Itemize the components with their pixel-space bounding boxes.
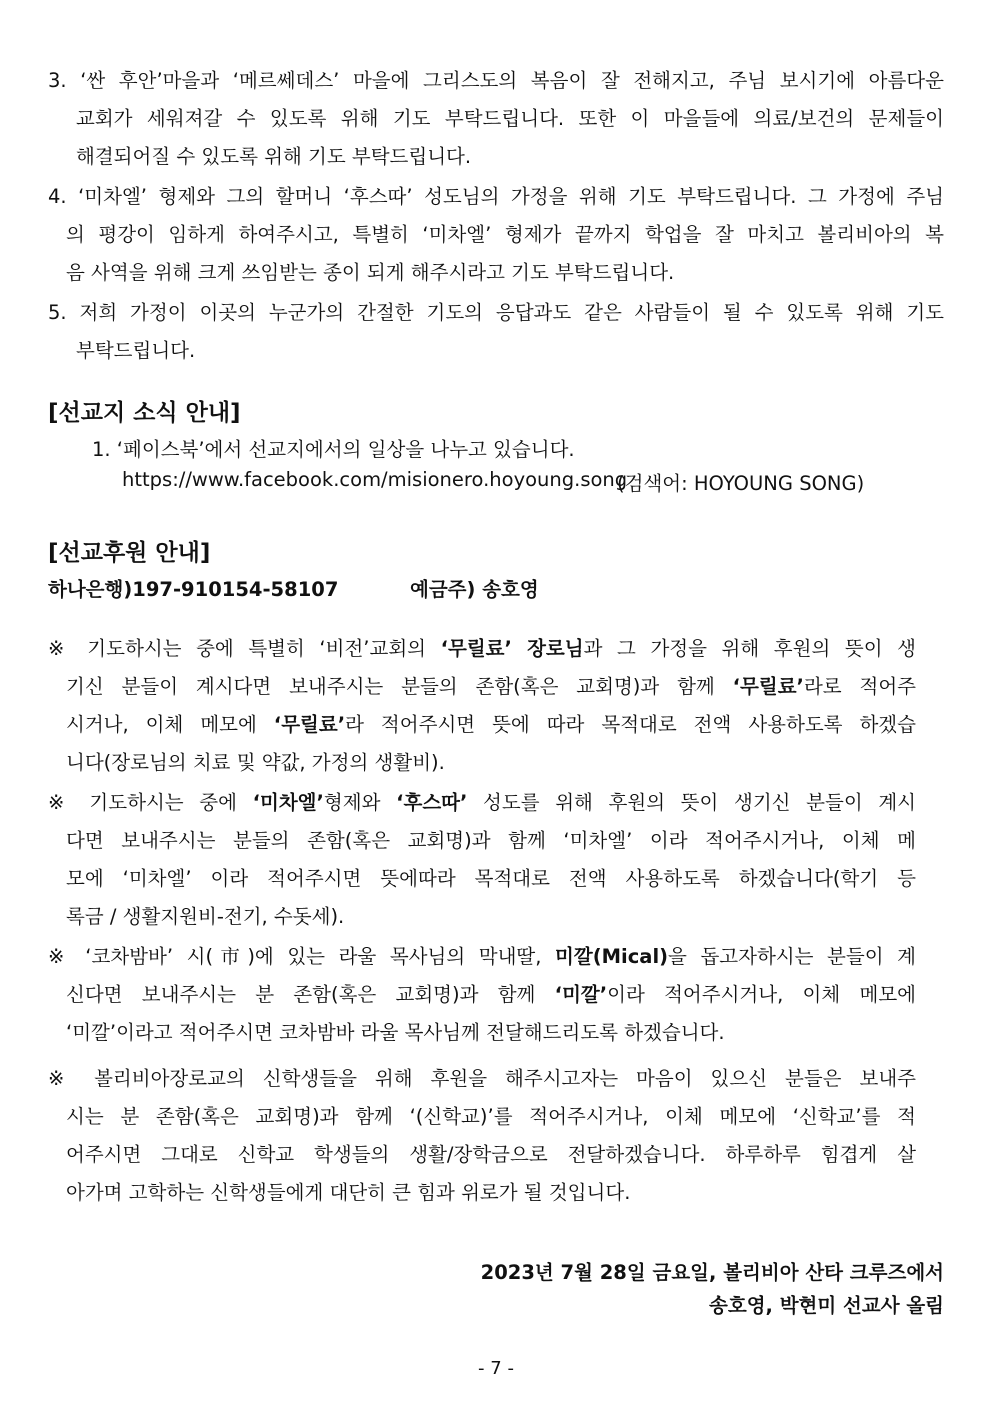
notice-4-line-2: 시는 분 존함(혹은 교회명)과 함께 ‘(신학교)’를 적어주시거나, 이체 메모에 ‘신학교’를 적 xyxy=(66,1105,916,1128)
notice-2-line-2: 다면 보내주시는 분들의 존함(혹은 교회명)과 함께 ‘미차엘’ 이라 적어주시거나, 이체 메 xyxy=(66,829,916,852)
justa-name: ‘후스따’ xyxy=(396,791,468,814)
signature-names: 송호영, 박현미 선교사 올림 xyxy=(709,1294,944,1317)
prayer-item-3-line-3: 해결되어질 수 있도록 위해 기도 부탁드립니다. xyxy=(76,145,472,168)
facebook-url-link[interactable]: https://www.facebook.com/misionero.hoyoung.song xyxy=(122,468,628,491)
support-notice-2 xyxy=(48,784,916,936)
support-notice-4 xyxy=(48,1060,916,1212)
notice-1-line-4: 니다(장로님의 치료 및 약값, 가정의 생활비). xyxy=(66,751,445,774)
prayer-item-5-line-2: 부탁드립니다. xyxy=(76,339,196,362)
notice-1-line-2: 기신 분들이 계시다면 보내주시는 분들의 존함(혹은 교회명)과 함께 ‘무릴료’라로 적어주 xyxy=(66,675,916,698)
notice-3-line-2: 신다면 보내주시는 분 존함(혹은 교회명)과 함께 ‘미깔’이라 적어주시거나, 이체 메모에 xyxy=(66,983,916,1006)
notice-4-line-1: ※ 볼리비아장로교의 신학생들을 위해 후원을 해주시고자는 마음이 있으신 분들은 보내주 xyxy=(48,1067,916,1090)
search-keyword: (검색어: HOYOUNG SONG) xyxy=(617,472,865,495)
notice-3-line-1: ※ ‘코차밤바’ 시(市)에 있는 라울 목사님의 막내딸, 미깔(Mical)을 돕고자하시는 분들이 계 xyxy=(48,945,916,968)
prayer-item-5 xyxy=(48,294,944,370)
prayer-item-3-line-1: 3. ‘싼 후안’마을과 ‘메르쎄데스’ 마을에 그리스도의 복음이 잘 전해지고, 주님 보시기에 아름다운 xyxy=(48,69,944,92)
prayer-item-4-line-2: 의 평강이 임하게 하여주시고, 특별히 ‘미차엘’ 형제가 끝까지 학업을 잘 마치고 볼리비아의 복 xyxy=(66,223,944,246)
news-section-heading: [선교지 소식 안내] xyxy=(48,400,241,426)
notice-4-line-4: 아가며 고학하는 신학생들에게 대단히 큰 힘과 위로가 될 것입니다. xyxy=(66,1181,631,1204)
notice-2-line-3: 모에 ‘미차엘’ 이라 적어주시면 뜻에따라 목적대로 전액 사용하도록 하겠습니다(학기 등 xyxy=(66,867,916,890)
support-notice-1 xyxy=(48,630,916,782)
support-section-heading: [선교후원 안내] xyxy=(48,540,211,566)
prayer-item-4-line-3: 음 사역을 위해 크게 쓰임받는 종이 되게 해주시라고 기도 부탁드립니다. xyxy=(66,261,675,284)
michael-name: ‘미차엘’ xyxy=(252,791,324,814)
notice-1-line-3: 시거나, 이체 메모에 ‘무릴료’라 적어주시면 뜻에 따라 목적대로 전액 사용하도록 하겠습 xyxy=(66,713,916,736)
mical-name: 미깔(Mical) xyxy=(555,945,669,968)
prayer-item-4-line-1: 4. ‘미차엘’ 형제와 그의 할머니 ‘후스따’ 성도님의 가정을 위해 기도 부탁드립니다. 그 가정에 주님 xyxy=(48,185,944,208)
notice-2-line-1: ※ 기도하시는 중에 ‘미차엘’형제와 ‘후스따’ 성도를 위해 후원의 뜻이 생기신 분들이 계시 xyxy=(48,791,916,814)
prayer-item-5-line-1: 5. 저희 가정이 이곳의 누군가의 간절한 기도의 응답과도 같은 사람들이 될 수 있도록 위해 기도 xyxy=(48,301,944,324)
page-number: - 7 - xyxy=(478,1358,514,1379)
elder-murillo-name: ‘무릴료’ 장로님 xyxy=(440,637,584,660)
notice-3-line-3: ‘미깔’이라고 적어주시면 코차밤바 라울 목사님께 전달해드리도록 하겠습니다. xyxy=(66,1021,725,1044)
notice-1-line-1: ※ 기도하시는 중에 특별히 ‘비전’교회의 ‘무릴료’ 장로님과 그 가정을 위해 후원의 뜻이 생 xyxy=(48,637,916,660)
notice-2-line-4: 록금 / 생활지원비-전기, 수돗세). xyxy=(66,905,345,928)
news-item-1: 1. ‘페이스북’에서 선교지에서의 일상을 나누고 있습니다. xyxy=(92,438,575,461)
prayer-item-3-line-2: 교회가 세워져갈 수 있도록 위해 기도 부탁드립니다. 또한 이 마을들에 의료/보건의 문제들이 xyxy=(76,107,944,130)
notice-4-line-3: 어주시면 그대로 신학교 학생들의 생활/장학금으로 전달하겠습니다. 하루하루 힘겹게 살 xyxy=(66,1143,916,1166)
prayer-item-3 xyxy=(48,62,944,176)
account-holder: 예금주) 송호영 xyxy=(410,578,539,601)
support-notice-3 xyxy=(48,938,916,1052)
signature-date-place: 2023년 7월 28일 금요일, 볼리비아 산타 크루즈에서 xyxy=(480,1261,944,1284)
bank-account: 하나은행)197-910154-58107 xyxy=(48,578,339,601)
prayer-item-4 xyxy=(48,178,944,292)
